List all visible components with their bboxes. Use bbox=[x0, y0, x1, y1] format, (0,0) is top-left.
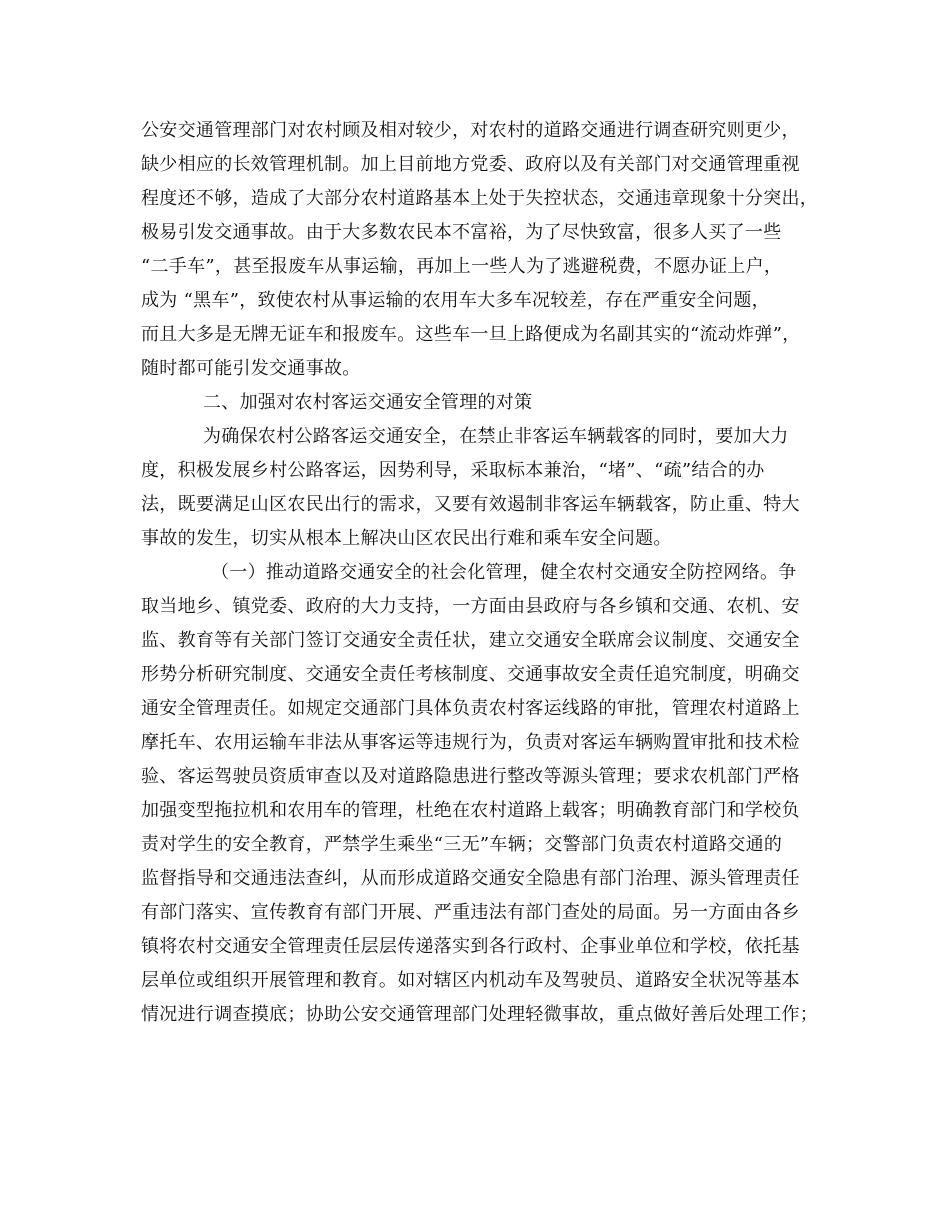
text-line: 公安交通管理部门对农村顾及相对较少，对农村的道路交通进行调查研究则更少， bbox=[141, 120, 800, 141]
text-line: “二手车”，甚至报废车从事运输，再加上一些人为了逃避税费，不愿办证上户， bbox=[141, 256, 783, 277]
text-line: 成为 “黑车”，致使农村从事运输的农用车大多车况较差，存在严重安全问题， bbox=[141, 290, 770, 311]
text-line: 验、客运驾驶员资质审查以及对道路隐患进行整改等源头管理；要求农机部门严格 bbox=[141, 766, 800, 787]
text-line: 法，既要满足山区农民出行的需求，又要有效遏制非客运车辆载客，防止重、特大 bbox=[141, 494, 800, 515]
text-line: 层单位或组织开展管理和教育。如对辖区内机动车及驾驶员、道路安全状况等基本 bbox=[141, 970, 800, 991]
text-line: 有部门落实、宣传教育有部门开展、严重违法有部门查处的局面。另一方面由各乡 bbox=[141, 902, 800, 923]
document-body bbox=[141, 114, 821, 1032]
text-line: 镇将农村交通安全管理责任层层传递落实到各行政村、企事业单位和学校，依托基 bbox=[141, 936, 800, 957]
text-line: 监、教育等有关部门签订交通安全责任状，建立交通安全联席会议制度、交通安全 bbox=[141, 630, 800, 651]
text-line: 事故的发生，切实从根本上解决山区农民出行难和乘车安全问题。 bbox=[141, 528, 672, 549]
text-line: 形势分析研究制度、交通安全责任考核制度、交通事故安全责任追究制度，明确交 bbox=[141, 664, 800, 685]
text-line: 缺少相应的长效管理机制。加上目前地方党委、政府以及有关部门对交通管理重视 bbox=[141, 154, 800, 175]
text-line: 加强变型拖拉机和农用车的管理，杜绝在农村道路上载客；明确教育部门和学校负 bbox=[141, 800, 800, 821]
text-line: 随时都可能引发交通事故。 bbox=[141, 358, 361, 379]
text-line: 摩托车、农用运输车非法从事客运等违规行为，负责对客运车辆购置审批和技术检 bbox=[141, 732, 800, 753]
section-heading: 二、加强对农村客运交通安全管理的对策 bbox=[203, 392, 533, 413]
text-line: 情况进行调查摸底；协助公安交通管理部门处理轻微事故，重点做好善后处理工作； bbox=[141, 1004, 819, 1025]
text-line: 度，积极发展乡村公路客运，因势利导，采取标本兼治，“堵”、“疏”结合的办 bbox=[141, 460, 765, 481]
text-line: 极易引发交通事故。由于大多数农民本不富裕，为了尽快致富，很多人买了一些 bbox=[141, 222, 782, 243]
text-line: 取当地乡、镇党委、政府的大力支持，一方面由县政府与各乡镇和交通、农机、安 bbox=[141, 596, 800, 617]
subsection-heading-line: （一）推动道路交通安全的社会化管理，健全农村交通安全防控网络。争 bbox=[211, 562, 797, 583]
text-line: 通安全管理责任。如规定交通部门具体负责农村客运线路的审批，管理农村道路上 bbox=[141, 698, 800, 719]
text-line: 而且大多是无牌无证车和报废车。这些车一旦上路便成为名副其实的“流动炸弹”， bbox=[141, 324, 801, 345]
text-line: 责对学生的安全教育，严禁学生乘坐“三无”车辆；交警部门负责农村道路交通的 bbox=[141, 834, 783, 855]
text-line: 为确保农村公路客运交通安全，在禁止非客运车辆载客的同时，要加大力 bbox=[203, 426, 789, 447]
text-line: 程度还不够，造成了大部分农村道路基本上处于失控状态，交通违章现象十分突出， bbox=[141, 188, 819, 209]
text-line: 监督指导和交通违法查纠，从而形成道路交通安全隐患有部门治理、源头管理责任 bbox=[141, 868, 800, 889]
